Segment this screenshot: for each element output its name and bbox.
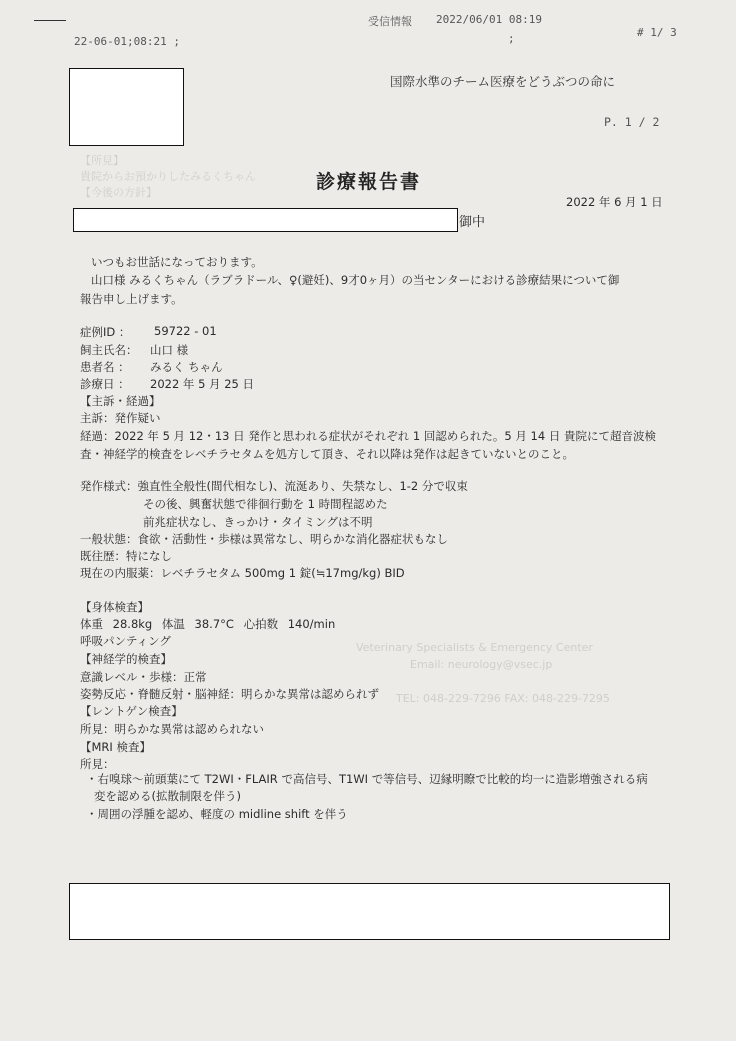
bleed-through-text: TEL: 048-229-7296 FAX: 048-229-7295	[396, 692, 610, 705]
mri-finding: ・右嗅球～前頭葉にて T2WI・FLAIR で高信号、T1WI で等信号、辺縁明瞭で比較的均一に造影増強される病	[86, 772, 648, 786]
case-id: 59722 - 01	[154, 324, 217, 338]
received-label: 受信情報	[368, 15, 412, 28]
fax-mark	[34, 20, 66, 21]
report-date: 2022 年 6 月 1 日	[566, 195, 663, 209]
patient-label: 患者名 ：	[80, 360, 130, 374]
bleed-through-text: Email: neurology@vsec.jp	[410, 658, 553, 671]
general-status: 一般状態：食欲・活動性・歩様は異常なし、明らかな消化器症状もなし	[80, 532, 448, 546]
seizure-description: 発作様式：強直性全般性(間代相なし)、流涎あり、失禁なし、1-2 分で収束	[80, 479, 468, 493]
current-meds: 現在の内服薬：レベチラセタム 500mg 1 錠(≒17mg/kg) BID	[80, 566, 405, 580]
exam-date-label: 診療日 ：	[80, 377, 130, 391]
seizure-description: その後、興奮状態で徘徊行動を 1 時間程認めた	[143, 497, 388, 511]
intro-line: 山口様 みるくちゃん（ラブラドール、♀(避妊)、9才0ヶ月）の当センターにおける診療結果について御	[91, 273, 620, 287]
course-line: 経過：2022 年 5 月 12・13 日 発作と思われる症状がそれぞれ 1 回認められた。5 月 14 日 貴院にて超音波検	[80, 429, 656, 443]
owner-name: 山口 様	[150, 343, 189, 357]
greeting: いつもお世話になっております。	[91, 255, 263, 269]
mri-finding: 変を認める(拡散制限を伴う)	[94, 789, 241, 803]
section-heading: 【MRI 検査】	[80, 740, 151, 754]
xray-findings: 所見：明らかな異常は認められない	[80, 722, 264, 736]
section-heading: 【神経学的検査】	[80, 652, 172, 666]
vitals: 体重 28.8kg 体温 38.7°C 心拍数 140/min	[80, 617, 336, 631]
seizure-description: 前兆症状なし、きっかけ・タイミングは不明	[143, 515, 373, 529]
page-counter: # 1/ 3	[637, 26, 677, 39]
sent-datetime: 22-06-01;08:21 ;	[74, 35, 180, 48]
redacted-addressee	[73, 208, 458, 232]
slogan: 国際水準のチーム医療をどうぶつの命に	[390, 74, 616, 89]
mri-findings-label: 所見：	[80, 757, 115, 771]
addressee-suffix: 御中	[459, 215, 486, 230]
redacted-footer	[69, 883, 670, 940]
past-history: 既往歴：特になし	[80, 549, 172, 563]
redacted-logo	[69, 68, 184, 146]
neuro-finding: 意識レベル・歩様：正常	[80, 670, 207, 684]
owner-label: 飼主氏名：	[80, 343, 138, 357]
intro-line: 報告申し上げます。	[80, 292, 183, 306]
bleed-through-text: 【今後の方針】	[80, 186, 157, 199]
respiration: 呼吸パンティング	[80, 634, 171, 648]
section-heading: 【主訴・経過】	[80, 394, 161, 408]
page-number: P. 1 / 2	[604, 115, 660, 129]
received-datetime: 2022/06/01 08:19	[436, 13, 542, 26]
patient-name: みるく ちゃん	[150, 360, 223, 374]
mri-finding: ・周囲の浮腫を認め、軽度の midline shift を伴う	[86, 807, 348, 821]
section-heading: 【身体検査】	[80, 600, 149, 614]
bleed-through-text: 貴院からお預かりしたみるくちゃん	[80, 170, 256, 183]
neuro-finding: 姿勢反応・脊髄反射・脳神経：明らかな異常は認められず	[80, 687, 379, 701]
exam-date: 2022 年 5 月 25 日	[150, 377, 254, 391]
case-id-label: 症例ID ：	[80, 325, 131, 339]
bleed-through-text: 【所見】	[80, 154, 124, 167]
chief-complaint: 主訴：発作疑い	[80, 411, 161, 425]
course-line: 査・神経学的検査をレベチラセタムを処方して頂き、それ以降は発作は起きていないとのこと。	[80, 447, 575, 461]
report-title: 診療報告書	[316, 171, 422, 193]
section-heading: 【レントゲン検査】	[80, 704, 183, 718]
bleed-through-text: Veterinary Specialists & Emergency Center	[356, 641, 593, 654]
semicolon-mark: ;	[508, 32, 515, 45]
